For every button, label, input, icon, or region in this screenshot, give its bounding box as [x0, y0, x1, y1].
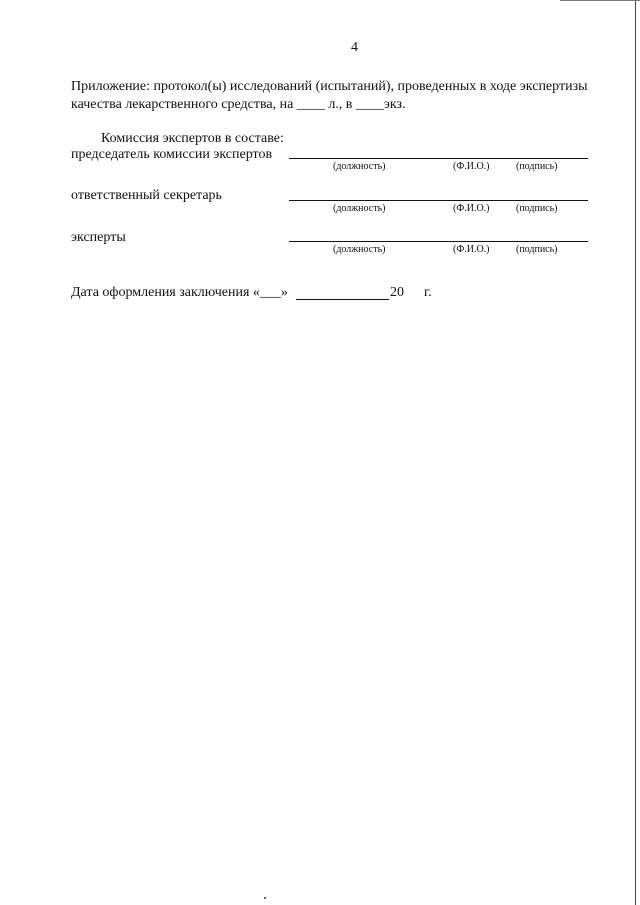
scan-mark — [264, 897, 266, 899]
fio-caption: (Ф.И.О.) — [453, 161, 490, 172]
signature-caption: (подпись) — [516, 161, 558, 172]
fio-caption: (Ф.И.О.) — [453, 203, 490, 214]
fio-caption: (Ф.И.О.) — [453, 244, 490, 255]
date-label: Дата оформления заключения «___» — [71, 285, 288, 300]
position-caption: (должность) — [333, 203, 386, 214]
attachment-line-2: качества лекарственного средства, на ____ л., в ____экз. — [71, 97, 406, 112]
position-caption: (должность) — [333, 161, 386, 172]
date-blank-line — [296, 299, 389, 300]
page-edge-top — [560, 0, 640, 1]
date-year-suffix: г. — [424, 285, 432, 300]
secretary-signature-line — [289, 200, 588, 201]
commission-heading: Комиссия экспертов в составе: — [101, 131, 284, 146]
signature-caption: (подпись) — [516, 203, 558, 214]
date-year-prefix: 20 — [390, 285, 404, 300]
chairman-role: председатель комиссии экспертов — [71, 147, 273, 162]
chairman-signature-line — [289, 158, 588, 159]
experts-signature-line — [289, 241, 588, 242]
signature-caption: (подпись) — [516, 244, 558, 255]
experts-role: эксперты — [71, 230, 126, 245]
secretary-role: ответственный секретарь — [71, 188, 222, 203]
position-caption: (должность) — [333, 244, 386, 255]
page-number: 4 — [351, 40, 358, 55]
attachment-line-1: Приложение: протокол(ы) исследований (испытаний), проведенных в ходе экспертизы — [71, 79, 588, 94]
page-edge-right — [635, 0, 636, 905]
